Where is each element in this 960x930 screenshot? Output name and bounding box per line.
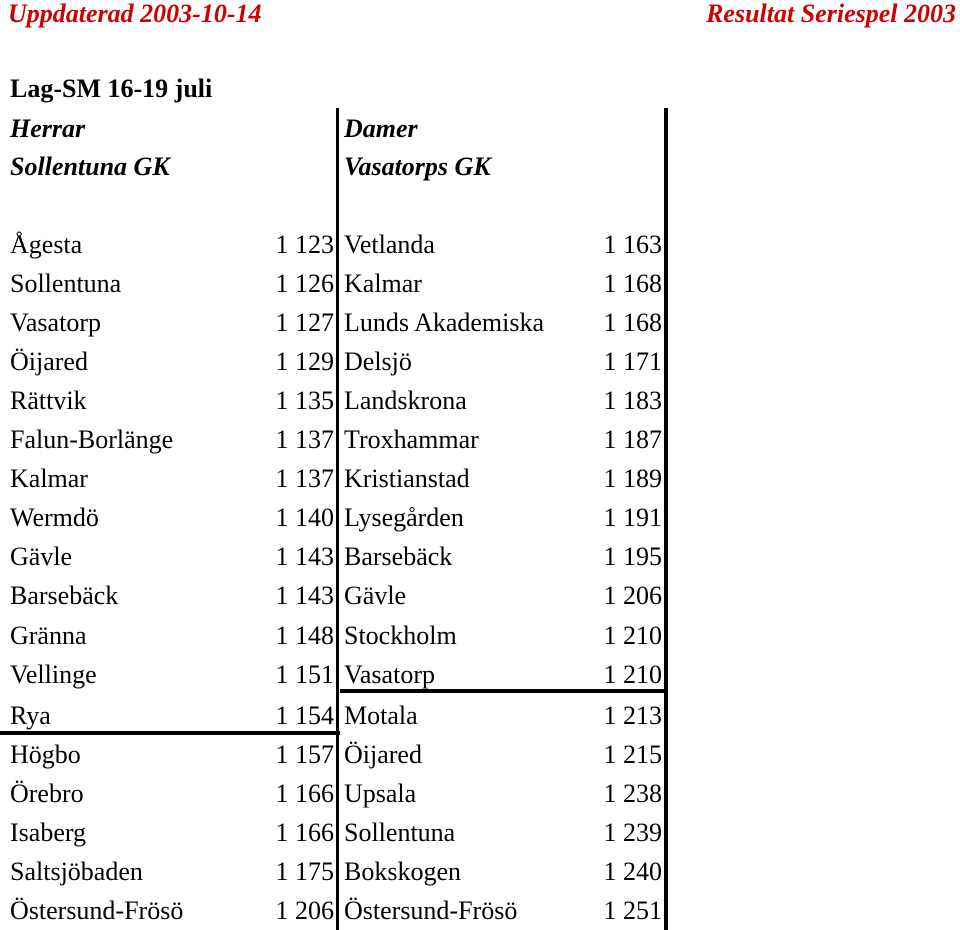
women-club-score: 1 239 (603, 817, 662, 847)
women-club-score: 1 240 (603, 856, 662, 886)
women-result-row (340, 814, 664, 852)
page-title: Resultat Seriespel 2003 (706, 0, 956, 28)
women-result-row (340, 499, 664, 537)
women-club-name: Kristianstad (344, 464, 470, 494)
women-club-score: 1 189 (603, 464, 662, 494)
women-club-score: 1 251 (603, 895, 662, 925)
men-club-score: 1 137 (275, 425, 334, 455)
women-club-score: 1 187 (603, 425, 662, 455)
women-club-name: Sollentuna (344, 817, 456, 847)
men-club-score: 1 148 (275, 620, 334, 650)
women-club-name: Troxhammar (344, 425, 479, 455)
men-club-score: 1 140 (275, 503, 334, 533)
women-result-row (340, 304, 664, 342)
women-result-row (340, 736, 664, 774)
women-result-row (340, 697, 664, 735)
women-result-row (340, 421, 664, 459)
men-winner: Sollentuna GK (10, 152, 170, 181)
men-club-name: Högbo (10, 739, 81, 769)
men-result-row (0, 577, 336, 615)
men-club-name: Rya (10, 700, 51, 730)
women-club-score: 1 210 (603, 659, 662, 689)
men-club-name: Vellinge (10, 659, 97, 689)
men-club-score: 1 166 (275, 817, 334, 847)
men-result-row (0, 265, 336, 303)
men-result-row (0, 814, 336, 852)
men-club-score: 1 127 (275, 308, 334, 338)
women-club-score: 1 210 (603, 620, 662, 650)
men-club-score: 1 175 (275, 856, 334, 886)
women-result-row (340, 460, 664, 498)
men-club-name: Östersund-Frösö (10, 895, 184, 925)
men-club-name: Barsebäck (10, 581, 119, 611)
women-result-row (340, 265, 664, 303)
women-club-score: 1 183 (603, 386, 662, 416)
men-result-row (0, 892, 336, 930)
men-result-row (0, 697, 336, 735)
men-result-row (0, 656, 336, 694)
men-club-score: 1 157 (275, 739, 334, 769)
women-club-name: Delsjö (344, 347, 412, 377)
men-club-score: 1 154 (275, 700, 334, 730)
women-result-row (340, 656, 664, 694)
women-club-name: Upsala (344, 778, 417, 808)
women-club-name: Lunds Akademiska (344, 308, 545, 338)
women-result-row (340, 853, 664, 891)
women-club-score: 1 163 (603, 230, 662, 259)
women-club-score: 1 195 (603, 542, 662, 572)
men-result-row (0, 617, 336, 655)
men-club-name: Sollentuna (10, 269, 122, 299)
men-result-row (0, 460, 336, 498)
women-club-score: 1 213 (603, 700, 662, 730)
women-result-row (340, 617, 664, 655)
men-club-name: Örebro (10, 778, 84, 808)
men-club-name: Rättvik (10, 386, 87, 416)
men-club-name: Gävle (10, 542, 73, 572)
women-result-row (340, 538, 664, 576)
event-title: Lag-SM 16-19 juli (10, 74, 213, 103)
women-label: Damer (344, 114, 418, 143)
men-club-score: 1 166 (275, 778, 334, 808)
women-club-score: 1 206 (603, 581, 662, 611)
men-club-name: Vasatorp (10, 308, 101, 338)
men-club-name: Wermdö (10, 503, 99, 533)
women-result-row (340, 382, 664, 420)
men-club-name: Falun-Borlänge (10, 425, 174, 455)
women-result-row (340, 226, 664, 264)
women-club-name: Öijared (344, 739, 422, 769)
men-club-name: Saltsjöbaden (10, 856, 143, 886)
men-club-score: 1 129 (275, 347, 334, 377)
women-club-name: Motala (344, 700, 418, 730)
men-result-row (0, 499, 336, 537)
men-club-name: Isaberg (10, 817, 87, 847)
men-club-score: 1 143 (275, 581, 334, 611)
men-club-score: 1 151 (275, 659, 334, 689)
women-club-score: 1 238 (603, 778, 662, 808)
men-result-row (0, 421, 336, 459)
men-club-name: Gränna (10, 620, 87, 650)
men-club-score: 1 126 (275, 269, 334, 299)
women-club-name: Östersund-Frösö (344, 895, 518, 925)
updated-date: Uppdaterad 2003-10-14 (8, 0, 262, 28)
women-club-name: Vetlanda (344, 230, 435, 259)
women-club-name: Kalmar (344, 269, 422, 299)
women-club-name: Landskrona (344, 386, 467, 416)
women-winner: Vasatorps GK (344, 152, 491, 181)
women-club-score: 1 191 (603, 503, 662, 533)
women-club-name: Barsebäck (344, 542, 453, 572)
women-club-name: Gävle (344, 581, 407, 611)
women-result-row (340, 775, 664, 813)
men-club-score: 1 143 (275, 542, 334, 572)
women-club-name: Stockholm (344, 620, 457, 650)
men-result-row (0, 304, 336, 342)
women-club-score: 1 171 (603, 347, 662, 377)
men-club-score: 1 135 (275, 386, 334, 416)
men-result-row (0, 343, 336, 381)
men-club-score: 1 123 (275, 230, 334, 259)
women-club-score: 1 168 (603, 308, 662, 338)
right-border (664, 108, 668, 930)
women-result-row (340, 892, 664, 930)
men-result-row (0, 538, 336, 576)
men-result-row (0, 853, 336, 891)
women-result-row (340, 577, 664, 615)
women-club-name: Lysegården (344, 503, 464, 533)
men-club-name: Ågesta (10, 230, 83, 259)
women-club-name: Bokskogen (344, 856, 461, 886)
men-result-row (0, 736, 336, 774)
men-result-row (0, 382, 336, 420)
women-club-name: Vasatorp (344, 659, 435, 689)
column-divider (336, 108, 339, 930)
women-result-row (340, 343, 664, 381)
women-club-score: 1 215 (603, 739, 662, 769)
men-club-score: 1 206 (275, 895, 334, 925)
men-club-name: Öijared (10, 347, 88, 377)
men-club-name: Kalmar (10, 464, 88, 494)
men-result-row (0, 226, 336, 264)
women-club-score: 1 168 (603, 269, 662, 299)
men-club-score: 1 137 (275, 464, 334, 494)
men-result-row (0, 775, 336, 813)
men-label: Herrar (10, 114, 86, 143)
